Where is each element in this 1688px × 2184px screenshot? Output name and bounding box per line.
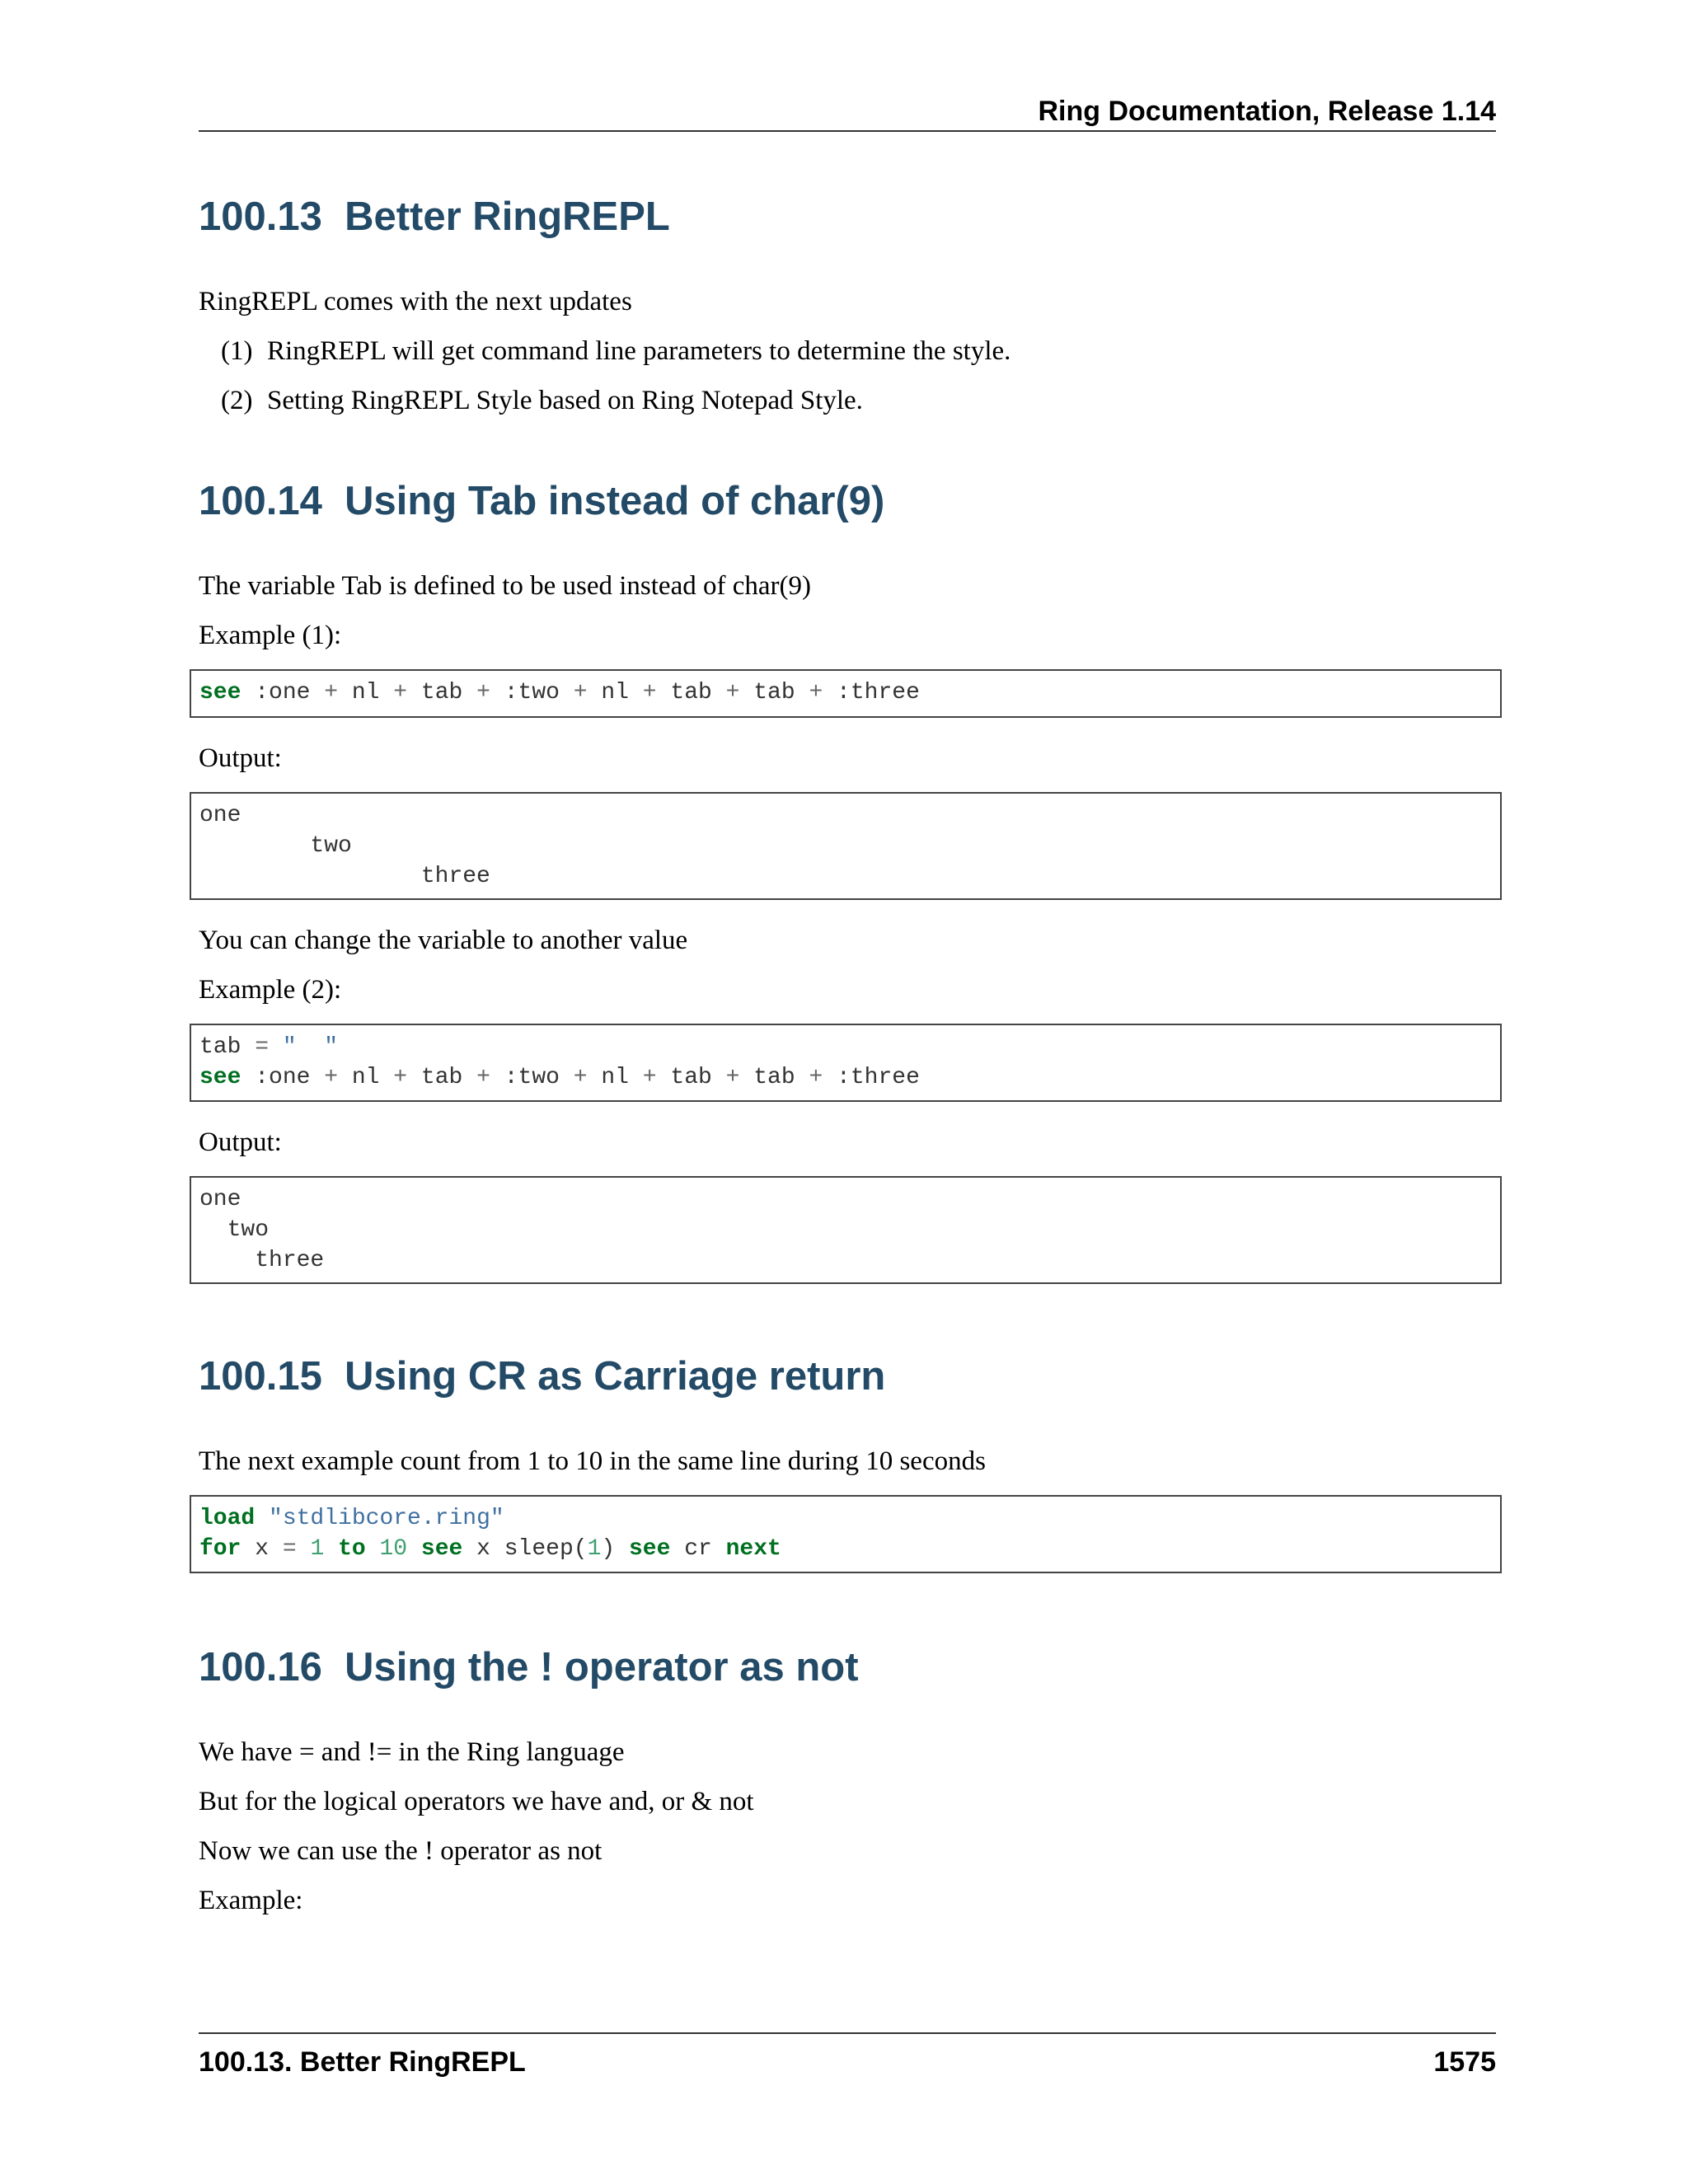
list-item-number: (1) (221, 336, 253, 366)
list-item (221, 384, 863, 417)
code-block-example-1 (190, 669, 1502, 718)
code-line: see :one + nl + tab + :two + nl + tab + tab + :three (199, 680, 920, 705)
output-label: Output: (199, 1127, 282, 1157)
heading-using-not-operator: 100.16 Using the ! operator as not (199, 1645, 859, 1690)
code-line: load "stdlibcore.ring" (199, 1506, 504, 1531)
code-block-example-2 (190, 1024, 1502, 1102)
heading-using-tab: 100.14 Using Tab instead of char(9) (199, 479, 885, 523)
example-label: Example (2): (199, 975, 342, 1005)
page-header (199, 92, 1496, 132)
output-line: one (199, 1187, 241, 1212)
paragraph-count-example: The next example count from 1 to 10 in the same line during 10 seconds (199, 1446, 986, 1476)
output-line: two (199, 1217, 270, 1243)
footer-section: 100.13. Better RingREPL (199, 2046, 526, 2078)
example-label: Example: (199, 1886, 303, 1915)
output-block-1 (190, 792, 1502, 900)
code-line: for x = 1 to 10 see x sleep(1) see cr next (199, 1536, 781, 1562)
list-item-number: (2) (221, 386, 253, 415)
heading-using-cr: 100.15 Using CR as Carriage return (199, 1354, 886, 1399)
page-footer (199, 2032, 1496, 2080)
output-line: one (199, 803, 241, 828)
paragraph-logical-ops: But for the logical operators we have and, or & not (199, 1787, 754, 1816)
example-label: Example (1): (199, 621, 342, 650)
page-number: 1575 (1433, 2046, 1496, 2078)
list-item-text: RingREPL will get command line parameters to determine the style. (267, 336, 1011, 366)
heading-better-ringrepl: 100.13 Better RingREPL (199, 194, 670, 239)
header-title: Ring Documentation, Release 1.14 (1038, 96, 1496, 127)
paragraph-tab-definition: The variable Tab is defined to be used instead of char(9) (199, 571, 811, 601)
output-label: Output: (199, 743, 282, 773)
paragraph-equality-ops: We have = and != in the Ring language (199, 1737, 625, 1767)
output-line: two (199, 833, 352, 859)
paragraph-not-operator: Now we can use the ! operator as not (199, 1836, 603, 1866)
code-line: tab = " " (199, 1034, 339, 1060)
output-line: three (199, 1248, 325, 1273)
list-item (221, 335, 1010, 368)
paragraph-ringrepl-updates: RingREPL comes with the next updates (199, 287, 632, 316)
code-block-cr-example (190, 1495, 1502, 1573)
list-item-text: Setting RingREPL Style based on Ring Notepad Style. (267, 386, 863, 415)
paragraph-change-variable: You can change the variable to another value (199, 926, 688, 955)
code-line: see :one + nl + tab + :two + nl + tab + tab + :three (199, 1065, 920, 1090)
output-line: three (199, 864, 490, 889)
output-block-2 (190, 1176, 1502, 1284)
